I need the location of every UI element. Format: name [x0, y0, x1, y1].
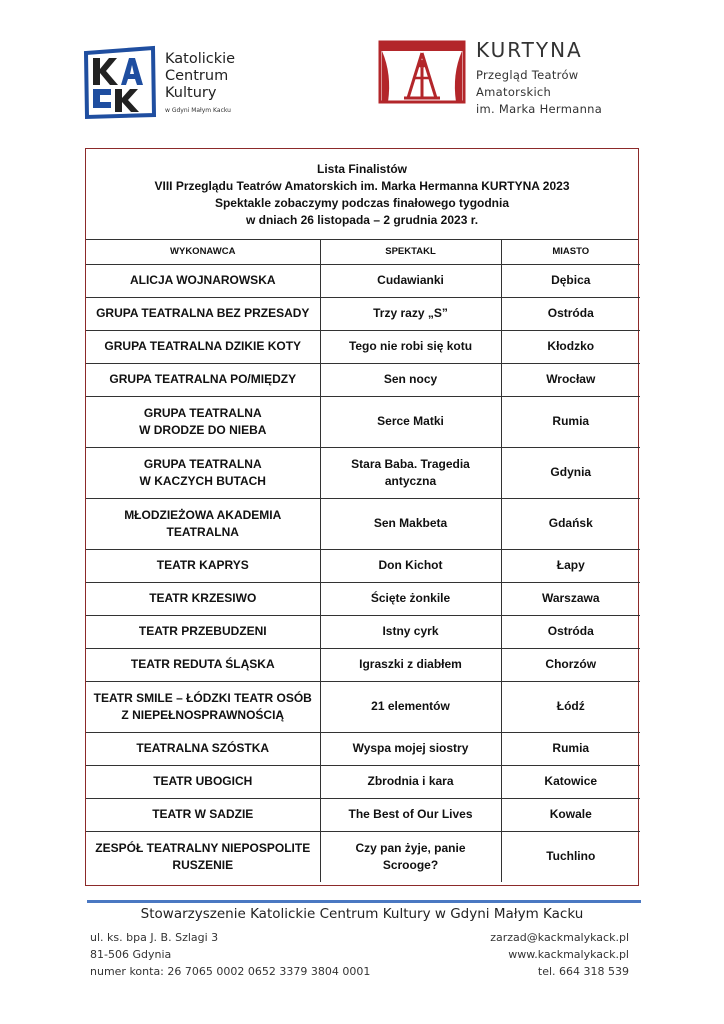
cell-performer-line: TEATRALNA [166, 524, 239, 539]
table-row [86, 447, 640, 498]
kck-logo-line2: Centrum [165, 68, 229, 84]
cell-performer-line: RUSZENIE [172, 857, 234, 872]
footer-address2: 81-506 Gdynia [90, 948, 172, 961]
finalists-table [86, 240, 640, 882]
cell-play [320, 732, 501, 765]
cell-performer [86, 549, 320, 582]
footer-address1: ul. ks. bpa J. B. Szlagi 3 [90, 931, 219, 944]
cell-city: Wrocław [501, 363, 640, 396]
cell-performer-line: TEATR REDUTA ŚLĄSKA [130, 657, 275, 671]
cell-play-line: Don Kichot [378, 558, 443, 572]
cell-performer-line: GRUPA TEATRALNA PO/MIĘDZY [109, 372, 297, 386]
cell-play [320, 648, 501, 681]
intro-line2: VIII Przeglądu Teatrów Amatorskich im. Marka Hermanna KURTYNA 2023 [154, 179, 570, 193]
cell-performer-line: TEATR SMILE – ŁÓDZKI TEATR OSÓB [93, 690, 312, 705]
cell-performer [86, 297, 320, 330]
table-row [86, 498, 640, 549]
table-row [86, 615, 640, 648]
table-header-row [86, 240, 640, 264]
cell-play [320, 798, 501, 831]
table-body [86, 264, 640, 882]
kck-logo-line1: Katolickie [165, 51, 236, 67]
cell-play-line: Trzy razy „S” [373, 306, 448, 320]
cell-play-line: Stara Baba. Tragedia [351, 456, 470, 471]
cell-performer-line: W KACZYCH BUTACH [139, 473, 266, 488]
cell-play-line: The Best of Our Lives [348, 807, 473, 821]
cell-performer [86, 798, 320, 831]
cell-performer-line: GRUPA TEATRALNA DZIKIE KOTY [104, 339, 302, 353]
cell-city: Chorzów [501, 648, 640, 681]
footer-divider [87, 900, 641, 903]
cell-performer-line: TEATR PRZEBUDZENI [138, 624, 267, 638]
kurtyna-logo-sub2: im. Marka Hermanna [476, 102, 603, 116]
intro-heading [86, 149, 638, 240]
cell-performer-line: TEATRALNA SZÓSTKA [136, 741, 270, 755]
cell-play-line: Zbrodnia i kara [367, 774, 454, 788]
cell-city: Katowice [501, 765, 640, 798]
cell-performer [86, 765, 320, 798]
finalists-box [85, 148, 639, 886]
cell-city: Warszawa [501, 582, 640, 615]
cell-performer [86, 396, 320, 447]
cell-play [320, 831, 501, 882]
table-row [86, 831, 640, 882]
table-row [86, 297, 640, 330]
cell-play [320, 363, 501, 396]
table-row [86, 264, 640, 297]
cell-play [320, 297, 501, 330]
cell-play-line: Sen nocy [383, 372, 438, 386]
cell-city: Ostróda [501, 615, 640, 648]
cell-play [320, 615, 501, 648]
cell-performer [86, 447, 320, 498]
cell-play-line: Cudawianki [377, 273, 444, 287]
table-row [86, 549, 640, 582]
cell-city: Łapy [501, 549, 640, 582]
cell-city: Rumia [501, 396, 640, 447]
cell-performer-line: GRUPA TEATRALNA [143, 456, 262, 471]
cell-city: Tuchlino [501, 831, 640, 882]
cell-play-line: Czy pan żyje, panie [355, 840, 466, 855]
header-performer: WYKONAWCA [86, 240, 320, 264]
cell-city: Dębica [501, 264, 640, 297]
cell-play-line: Ścięte żonkile [370, 591, 451, 605]
cell-performer-line: GRUPA TEATRALNA BEZ PRZESADY [96, 306, 310, 320]
footer-contact-block [490, 929, 629, 980]
cell-play-line: Sen Makbeta [373, 516, 448, 530]
intro-line1: Lista Finalistów [316, 162, 407, 176]
cell-performer [86, 330, 320, 363]
footer-account: numer konta: 26 7065 0002 0652 3379 3804 0001 [90, 965, 371, 978]
cell-play [320, 765, 501, 798]
table-row [86, 396, 640, 447]
cell-performer [86, 498, 320, 549]
cell-play-line: antyczna [384, 473, 437, 488]
cell-city: Kłodzko [501, 330, 640, 363]
kurtyna-logo-title: KURTYNA [476, 38, 583, 62]
cell-play-line: Igraszki z diabłem [359, 657, 462, 671]
intro-line4: w dniach 26 listopada – 2 grudnia 2023 r. [245, 213, 479, 227]
cell-city: Gdańsk [501, 498, 640, 549]
cell-performer-line: ZESPÓŁ TEATRALNY NIEPOSPOLITE [95, 840, 311, 855]
table-row [86, 681, 640, 732]
footer-email[interactable]: zarzad@kackmalykack.pl [490, 931, 629, 944]
cell-performer [86, 582, 320, 615]
footer-phone: tel. 664 318 539 [537, 965, 629, 978]
kck-logo-line3: Kultury [165, 85, 217, 101]
cell-performer [86, 264, 320, 297]
table-row [86, 363, 640, 396]
cell-performer-line: MŁODZIEŻOWA AKADEMIA [124, 507, 282, 522]
cell-play [320, 264, 501, 297]
footer-website[interactable]: www.kackmalykack.pl [508, 948, 629, 961]
kurtyna-logo-mark [378, 40, 466, 104]
footer-organization: Stowarzyszenie Katolickie Centrum Kultury w Gdyni Małym Kacku [140, 906, 584, 922]
table-row [86, 765, 640, 798]
kurtyna-logo [378, 38, 648, 116]
table-row [86, 582, 640, 615]
cell-performer-line: TEATR KAPRYS [156, 558, 249, 572]
cell-performer-line: GRUPA TEATRALNA [143, 405, 262, 420]
header-city: MIASTO [501, 240, 640, 264]
header-play: SPEKTAKL [320, 240, 501, 264]
cell-performer-line: W DRODZE DO NIEBA [139, 422, 267, 437]
cell-city: Łódź [501, 681, 640, 732]
intro-line3: Spektakle zobaczymy podczas finałowego tygodnia [214, 196, 510, 210]
cell-performer-line: ALICJA WOJNAROWSKA [129, 273, 276, 287]
cell-play-line: 21 elementów [371, 699, 450, 713]
cell-city: Rumia [501, 732, 640, 765]
cell-play [320, 330, 501, 363]
cell-performer-line: TEATR KRZESIWO [149, 591, 257, 605]
cell-performer-line: TEATR UBOGICH [153, 774, 253, 788]
cell-play [320, 396, 501, 447]
cell-play [320, 582, 501, 615]
footer-address-block [90, 929, 370, 980]
cell-city: Kowale [501, 798, 640, 831]
table-row [86, 648, 640, 681]
cell-play [320, 498, 501, 549]
cell-play [320, 549, 501, 582]
kurtyna-logo-sub1: Przegląd Teatrów Amatorskich [476, 68, 579, 99]
cell-play [320, 681, 501, 732]
cell-play [320, 447, 501, 498]
cell-performer [86, 648, 320, 681]
cell-city: Ostróda [501, 297, 640, 330]
cell-play-line: Wyspa mojej siostry [352, 741, 469, 755]
cell-performer [86, 831, 320, 882]
cell-play-line: Scrooge? [382, 857, 439, 872]
table-row [86, 798, 640, 831]
cell-performer [86, 732, 320, 765]
cell-performer-line: Z NIEPEŁNOSPRAWNOŚCIĄ [121, 707, 285, 722]
cell-city: Gdynia [501, 447, 640, 498]
cell-play-line: Tego nie robi się kotu [348, 339, 473, 353]
kck-logo-mark [83, 45, 158, 120]
table-row [86, 330, 640, 363]
cell-performer-line: TEATR W SADZIE [152, 807, 254, 821]
cell-play-line: Istny cyrk [382, 624, 439, 638]
table-row [86, 732, 640, 765]
cell-play-line: Serce Matki [377, 414, 444, 428]
cell-performer [86, 681, 320, 732]
kck-logo-sub: w Gdyni Małym Kacku [165, 107, 231, 114]
cell-performer [86, 615, 320, 648]
cell-performer [86, 363, 320, 396]
kck-logo [83, 45, 258, 120]
